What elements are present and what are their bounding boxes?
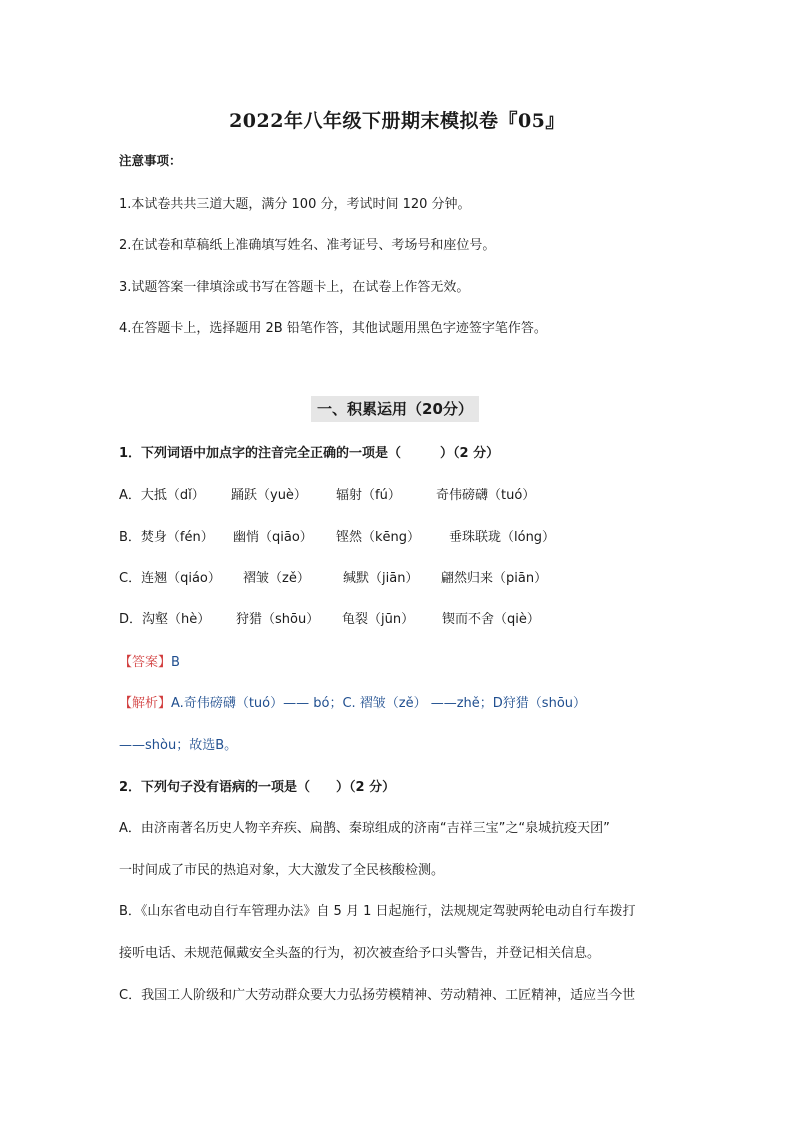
- q1-option-c-word-2: 褶皱（zě）: [243, 571, 310, 586]
- q1-option-a-word-3: 辐射（fú）: [336, 488, 401, 503]
- notice-item-3: 3.试题答案一律填涂或书写在答题卡上，在试卷上作答无效。: [119, 280, 470, 295]
- q1-option-d: D．沟壑（hè）: [119, 612, 211, 627]
- q1-option-d-word-2: 狩猎（shōu）: [236, 612, 320, 627]
- q2-option-a-line-1: A．由济南著名历史人物辛弃疾、扁鹊、秦琼组成的济南“吉祥三宝”之“泉城抗疫天团”: [119, 821, 610, 836]
- q1-option-b-word-3: 铿然（kēng）: [336, 530, 421, 545]
- q2-option-b-line-1: B．《山东省电动自行车管理办法》自 5 月 1 日起施行，法规规定驾驶两轮电动自行车拨打: [119, 904, 636, 919]
- q1-option-b: B．焚身（fén）: [119, 530, 214, 545]
- notice-item-2: 2.在试卷和草稿纸上准确填写姓名、准考证号、考场号和座位号。: [119, 238, 496, 253]
- q1-option-d-word-4: 锲而不舍（qiè）: [442, 612, 540, 627]
- exam-title: 2022年八年级下册期末模拟卷『05』: [229, 110, 565, 132]
- q1-analysis: [119, 692, 586, 711]
- q2-option-c-line-1: C．我国工人阶级和广大劳动群众要大力弘扬劳模精神、劳动精神、工匠精神，适应当今世: [119, 988, 636, 1003]
- q1-option-b-word-4: 垂珠联珑（lóng）: [449, 530, 556, 545]
- analysis-text-2: ——shòu；故选B。: [119, 738, 238, 753]
- q2-option-a-line-2: 一时间成了市民的热追对象，大大激发了全民核酸检测。: [119, 863, 445, 878]
- analysis-text-1: A.奇伟磅礴（tuó）—— bó；C. 褶皱（zě） ——zhě；D狩猎（shōu）: [171, 696, 587, 711]
- q1-option-b-word-2: 幽悄（qiāo）: [233, 530, 313, 545]
- q1-option-d-word-3: 龟裂（jūn）: [342, 612, 415, 627]
- question-2-stem: 2．下列句子没有语病的一项是（ ）（2 分）: [119, 780, 396, 795]
- analysis-label: 【解析】: [119, 696, 172, 711]
- notice-item-1: 1.本试卷共共三道大题，满分 100 分，考试时间 120 分钟。: [119, 197, 471, 212]
- q1-option-c: C．连翘（qiáo）: [119, 571, 221, 586]
- notice-item-4: 4.在答题卡上，选择题用 2B 铅笔作答，其他试题用黑色字迹签字笔作答。: [119, 321, 547, 336]
- answer-label: 【答案】: [119, 655, 172, 670]
- q1-answer: [119, 651, 180, 670]
- section-heading: 一、积累运用（20分）: [311, 396, 479, 422]
- notice-heading: 注意事项：: [119, 153, 182, 168]
- question-1-stem: 1．下列词语中加点字的注音完全正确的一项是（ ）（2 分）: [119, 446, 500, 461]
- answer-value: B: [171, 655, 180, 670]
- q1-option-a: A．大抵（dǐ）: [119, 488, 205, 503]
- q2-option-b-line-2: 接听电话、未规范佩戴安全头盔的行为，初次被查给予口头警告，并登记相关信息。: [119, 946, 601, 961]
- q1-option-a-word-4: 奇伟磅礴（tuó）: [436, 488, 536, 503]
- q1-option-a-word-2: 踊跃（yuè）: [231, 488, 307, 503]
- q1-option-c-word-4: 翩然归来（piān）: [441, 571, 548, 586]
- q1-option-c-word-3: 缄默（jiān）: [343, 571, 419, 586]
